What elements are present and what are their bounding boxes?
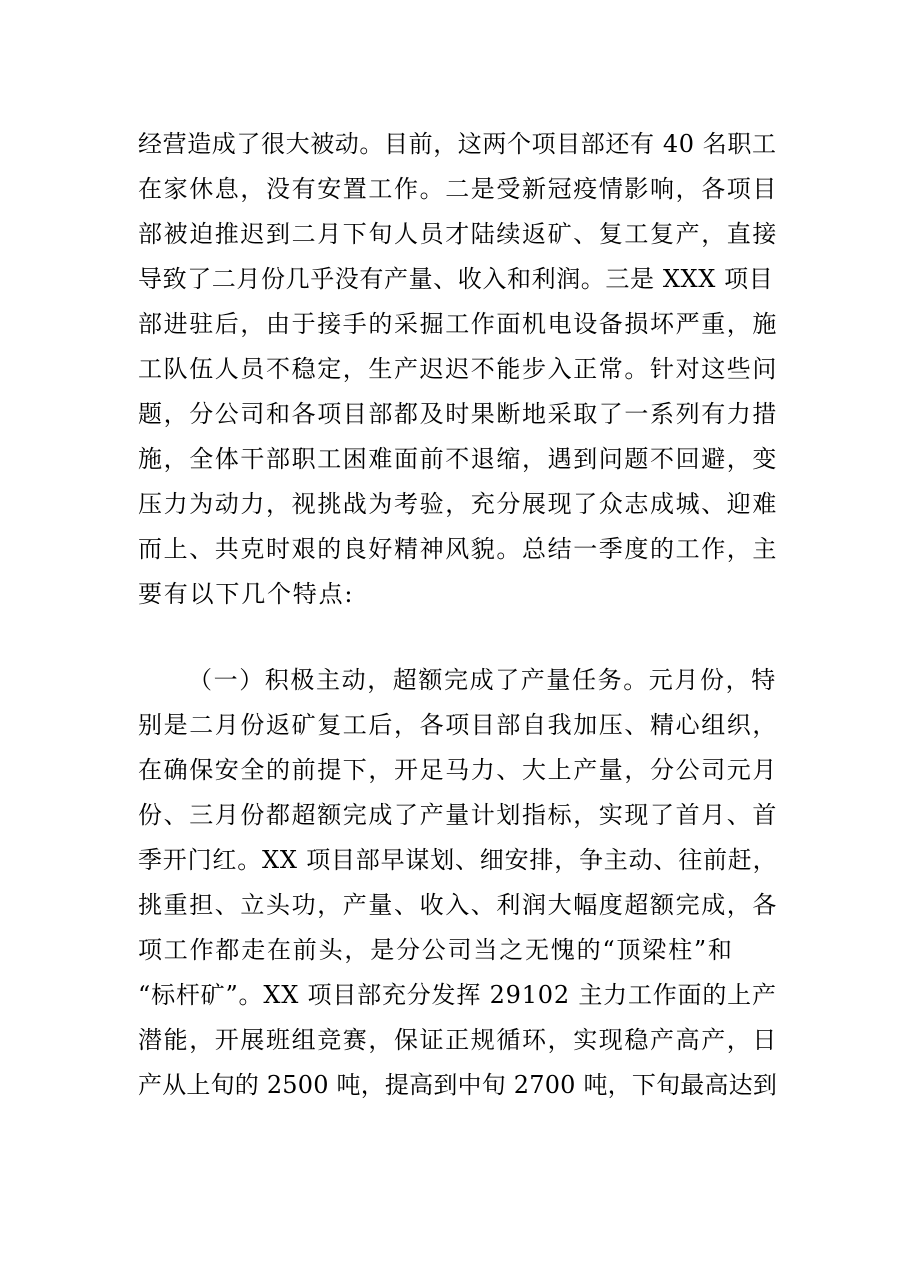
text-line: 项工作都走在前头，是分公司当之无愧的“顶梁柱”和 <box>138 936 734 964</box>
text-line: 产从上旬的 2500 吨，提高到中旬 2700 吨，下旬最高达到 <box>138 1071 778 1099</box>
text-line: 部进驻后，由于接手的采掘工作面机电设备损坏严重，施 <box>138 310 778 338</box>
text-line: 挑重担、立头功，产量、收入、利润大幅度超额完成，各 <box>138 891 778 919</box>
text-line: 而上、共克时艰的良好精神风貌。总结一季度的工作，主 <box>138 535 778 563</box>
text-line: 在确保安全的前提下，开足马力、大上产量，分公司元月 <box>138 756 778 784</box>
text-line: 季开门红。XX 项目部早谋划、细安排，争主动、往前赶， <box>138 846 778 874</box>
text-line: 压力为动力，视挑战为考验，充分展现了众志成城、迎难 <box>138 490 778 518</box>
paragraph-1 <box>138 122 778 617</box>
text-line: 工队伍人员不稳定，生产迟迟不能步入正常。针对这些问 <box>138 355 778 383</box>
text-line: 别是二月份返矿复工后，各项目部自我加压、精心组织， <box>138 711 778 739</box>
paragraph-2 <box>138 658 778 1108</box>
text-line: 施，全体干部职工困难面前不退缩，遇到问题不回避，变 <box>138 445 778 473</box>
text-line: 要有以下几个特点: <box>138 580 355 608</box>
text-line-indented: （一）积极主动，超额完成了产量任务。元月份，特 <box>188 666 777 694</box>
text-line: 部被迫推迟到二月下旬人员才陆续返矿、复工复产，直接 <box>138 220 778 248</box>
text-line: “标杆矿”。XX 项目部充分发挥 29102 主力工作面的上产 <box>138 981 777 1009</box>
text-line: 经营造成了很大被动。目前，这两个项目部还有 40 名职工 <box>138 130 777 158</box>
text-line: 在家休息，没有安置工作。二是受新冠疫情影响，各项目 <box>138 175 778 203</box>
text-line: 导致了二月份几乎没有产量、收入和利润。三是 XXX 项目 <box>138 265 774 293</box>
text-line: 潜能，开展班组竞赛，保证正规循环，实现稳产高产，日 <box>138 1026 778 1054</box>
text-line: 份、三月份都超额完成了产量计划指标，实现了首月、首 <box>138 801 778 829</box>
text-line: 题，分公司和各项目部都及时果断地采取了一系列有力措 <box>138 400 778 428</box>
